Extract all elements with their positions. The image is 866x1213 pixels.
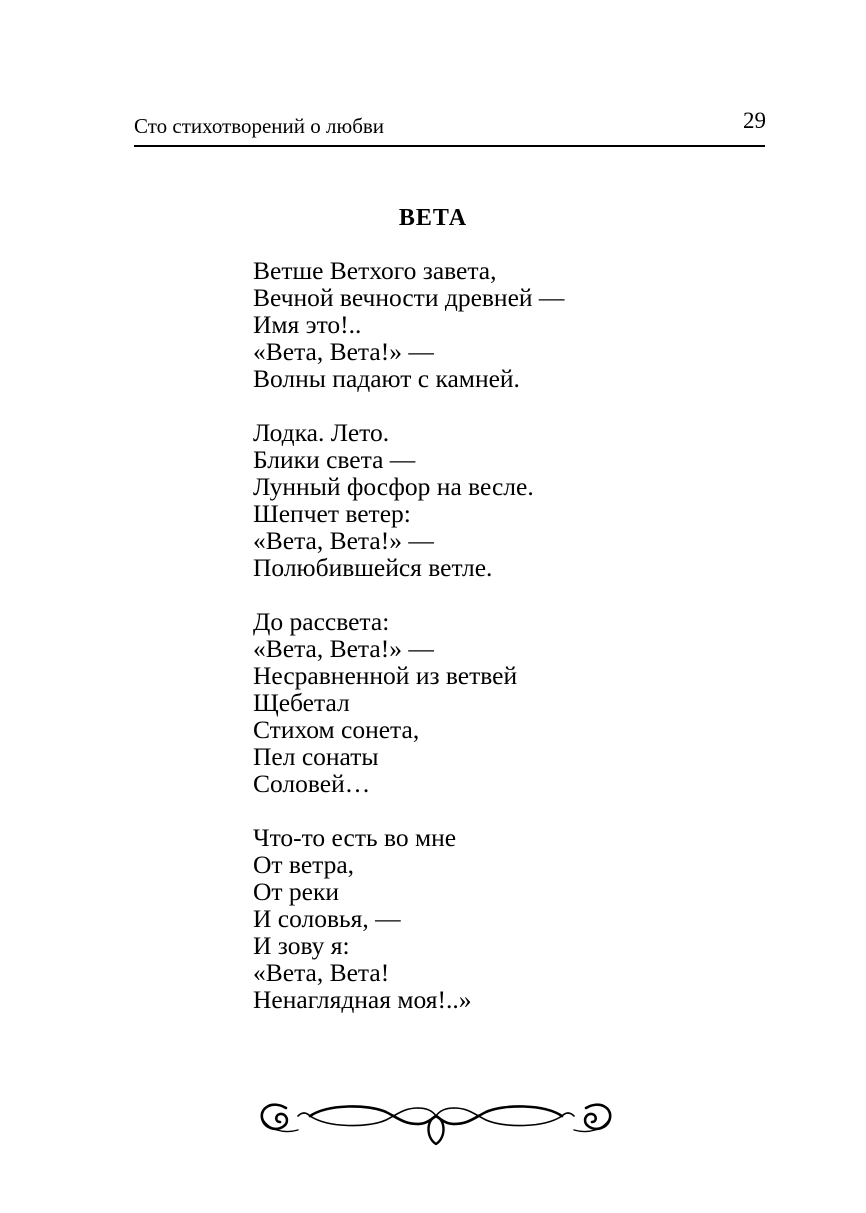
poem-line: «Вета, Вета!» —	[253, 337, 434, 366]
poem-line: До рассвета:	[253, 607, 390, 636]
poem-line: Вечной вечности древней —	[253, 283, 565, 312]
poem-line: Что-то есть во мне	[253, 823, 457, 852]
page-number: 29	[743, 108, 766, 133]
flourish-divider-icon	[258, 1094, 614, 1150]
stanza	[253, 419, 564, 581]
poem-line: Стихом сонета,	[253, 715, 420, 744]
poem-line: «Вета, Вета!» —	[253, 526, 434, 555]
poem-line: Полюбившейся ветле.	[253, 553, 493, 582]
poem-line: Щебетал	[253, 688, 350, 717]
poem-line: Шепчет ветер:	[253, 499, 411, 528]
poem-body	[253, 257, 564, 1040]
stanza	[253, 608, 564, 797]
poem-line: Лунный фосфор на весле.	[253, 472, 534, 501]
poem-title: ВЕТА	[398, 205, 468, 231]
poem-line: Волны падают с камней.	[253, 364, 520, 393]
poem-line: Лодка. Лето.	[253, 418, 390, 447]
running-head	[134, 108, 766, 140]
poem-line: Соловей…	[253, 769, 371, 798]
poem-line: Ненаглядная моя!..»	[253, 985, 472, 1014]
running-title: Сто стихотворений о любви	[134, 114, 385, 138]
poem-line: «Вета, Вета!» —	[253, 634, 434, 663]
poem-line: И соловья, —	[253, 904, 401, 933]
poem-line: Ветше Ветхого завета,	[253, 256, 497, 285]
poem-line: И зову я:	[253, 931, 350, 960]
poem-line: Имя это!..	[253, 310, 362, 339]
poem-line: От реки	[253, 877, 340, 906]
stanza	[253, 257, 564, 392]
poem-line: Несравненной из ветвей	[253, 661, 518, 690]
poem-line: Блики света —	[253, 445, 416, 474]
poem-line: От ветра,	[253, 850, 355, 879]
stanza	[253, 824, 564, 1013]
poem-line: Пел сонаты	[253, 742, 379, 771]
header-rule	[134, 145, 765, 147]
poem-line: «Вета, Вета!	[253, 958, 390, 987]
